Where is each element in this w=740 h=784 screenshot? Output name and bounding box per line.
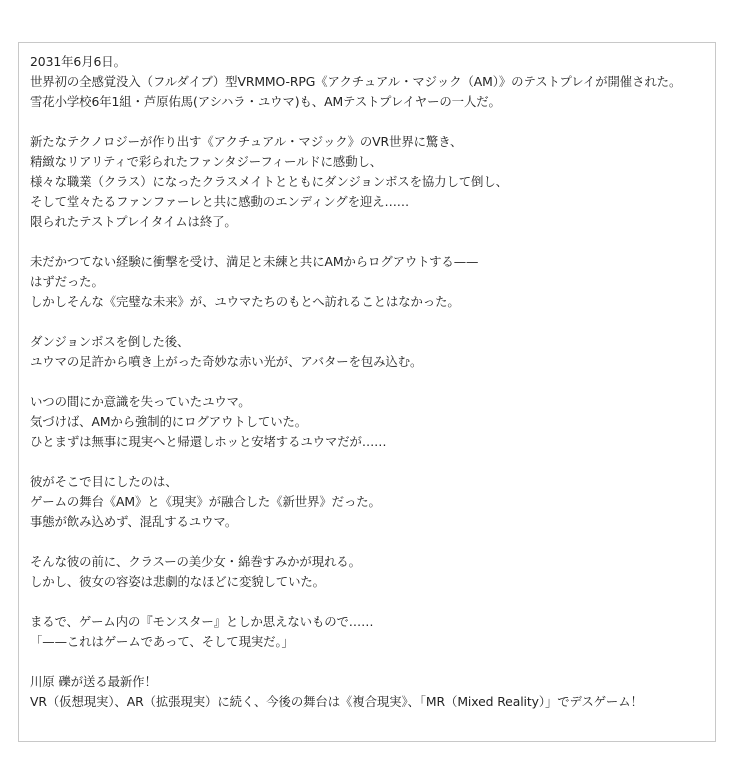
text-line: 「——これはゲームであって、そして現実だ。」 [30,634,294,649]
text-line: 世界初の全感覚没入（フルダイブ）型VRMMO-RPG《アクチュアル・マジック（AM）》のテストプレイが開催された。 [30,74,682,89]
text-line: しかしそんな《完璧な未来》が、ユウマたちのもとへ訪れることはなかった。 [30,294,460,309]
synopsis-body [30,52,704,712]
text-line: いつの間にか意識を失っていたユウマ。 [30,394,251,409]
paragraph-monster [30,612,704,652]
text-line: 気づけば、AMから強制的にログアウトしていた。 [30,414,308,429]
text-line: まるで、ゲーム内の『モンスター』としか思えないもので…… [30,614,374,629]
text-line: はずだった。 [30,274,104,289]
text-line: 事態が飲み込めず、混乱するユウマ。 [30,514,238,529]
paragraph-red-light [30,332,704,372]
paragraph-awakening [30,392,704,452]
text-line: 精緻なリアリティで彩られたファンタジーフィールドに感動し、 [30,154,383,169]
text-line: 限られたテストプレイタイムは終了。 [30,214,237,229]
text-line: そんな彼の前に、クラスーの美少女・綿巻すみかが現れる。 [30,554,361,569]
text-line: 新たなテクノロジーが作り出す《アクチュアル・マジック》のVR世界に驚き、 [30,134,463,149]
paragraph-test-play [30,132,704,232]
text-line: そして堂々たるファンファーレと共に感動のエンディングを迎え…… [30,194,410,209]
paragraph-new-world [30,472,704,532]
text-line: ゲームの舞台《AM》と《現実》が融合した《新世界》だった。 [30,494,381,509]
paragraph-intro [30,52,704,112]
text-line: しかし、彼女の容姿は悲劇的なほどに変貌していた。 [30,574,325,589]
text-line: 2031年6月6日。 [30,54,126,69]
paragraph-sumika [30,552,704,592]
paragraph-logout [30,252,704,312]
synopsis-box [18,42,716,742]
text-line: ユウマの足許から噴き上がった奇妙な赤い光が、アバターを包み込む。 [30,354,423,369]
paragraph-author-note [30,672,704,712]
text-line: 様々な職業（クラス）になったクラスメイトとともにダンジョンボスを協力して倒し、 [30,174,508,189]
text-line: 川原 礫が送る最新作！ [30,674,157,689]
text-line: VR（仮想現実）、AR（拡張現実）に続く、今後の舞台は《複合現実》、「MR（Mixed Reality）」でデスゲーム！ [30,694,643,709]
text-line: ダンジョンボスを倒した後、 [30,334,190,349]
text-line: 彼がそこで目にしたのは、 [30,474,178,489]
text-line: ひとまずは無事に現実へと帰還しホッと安堵するユウマだが…… [30,434,387,449]
text-line: 雪花小学校6年1組・芦原佑馬(アシハラ・ユウマ)も、AMテストプレイヤーの一人だ。 [30,94,501,109]
text-line: 未だかつてない経験に衝撃を受け、満足と未練と共にAMからログアウトする—— [30,254,479,269]
